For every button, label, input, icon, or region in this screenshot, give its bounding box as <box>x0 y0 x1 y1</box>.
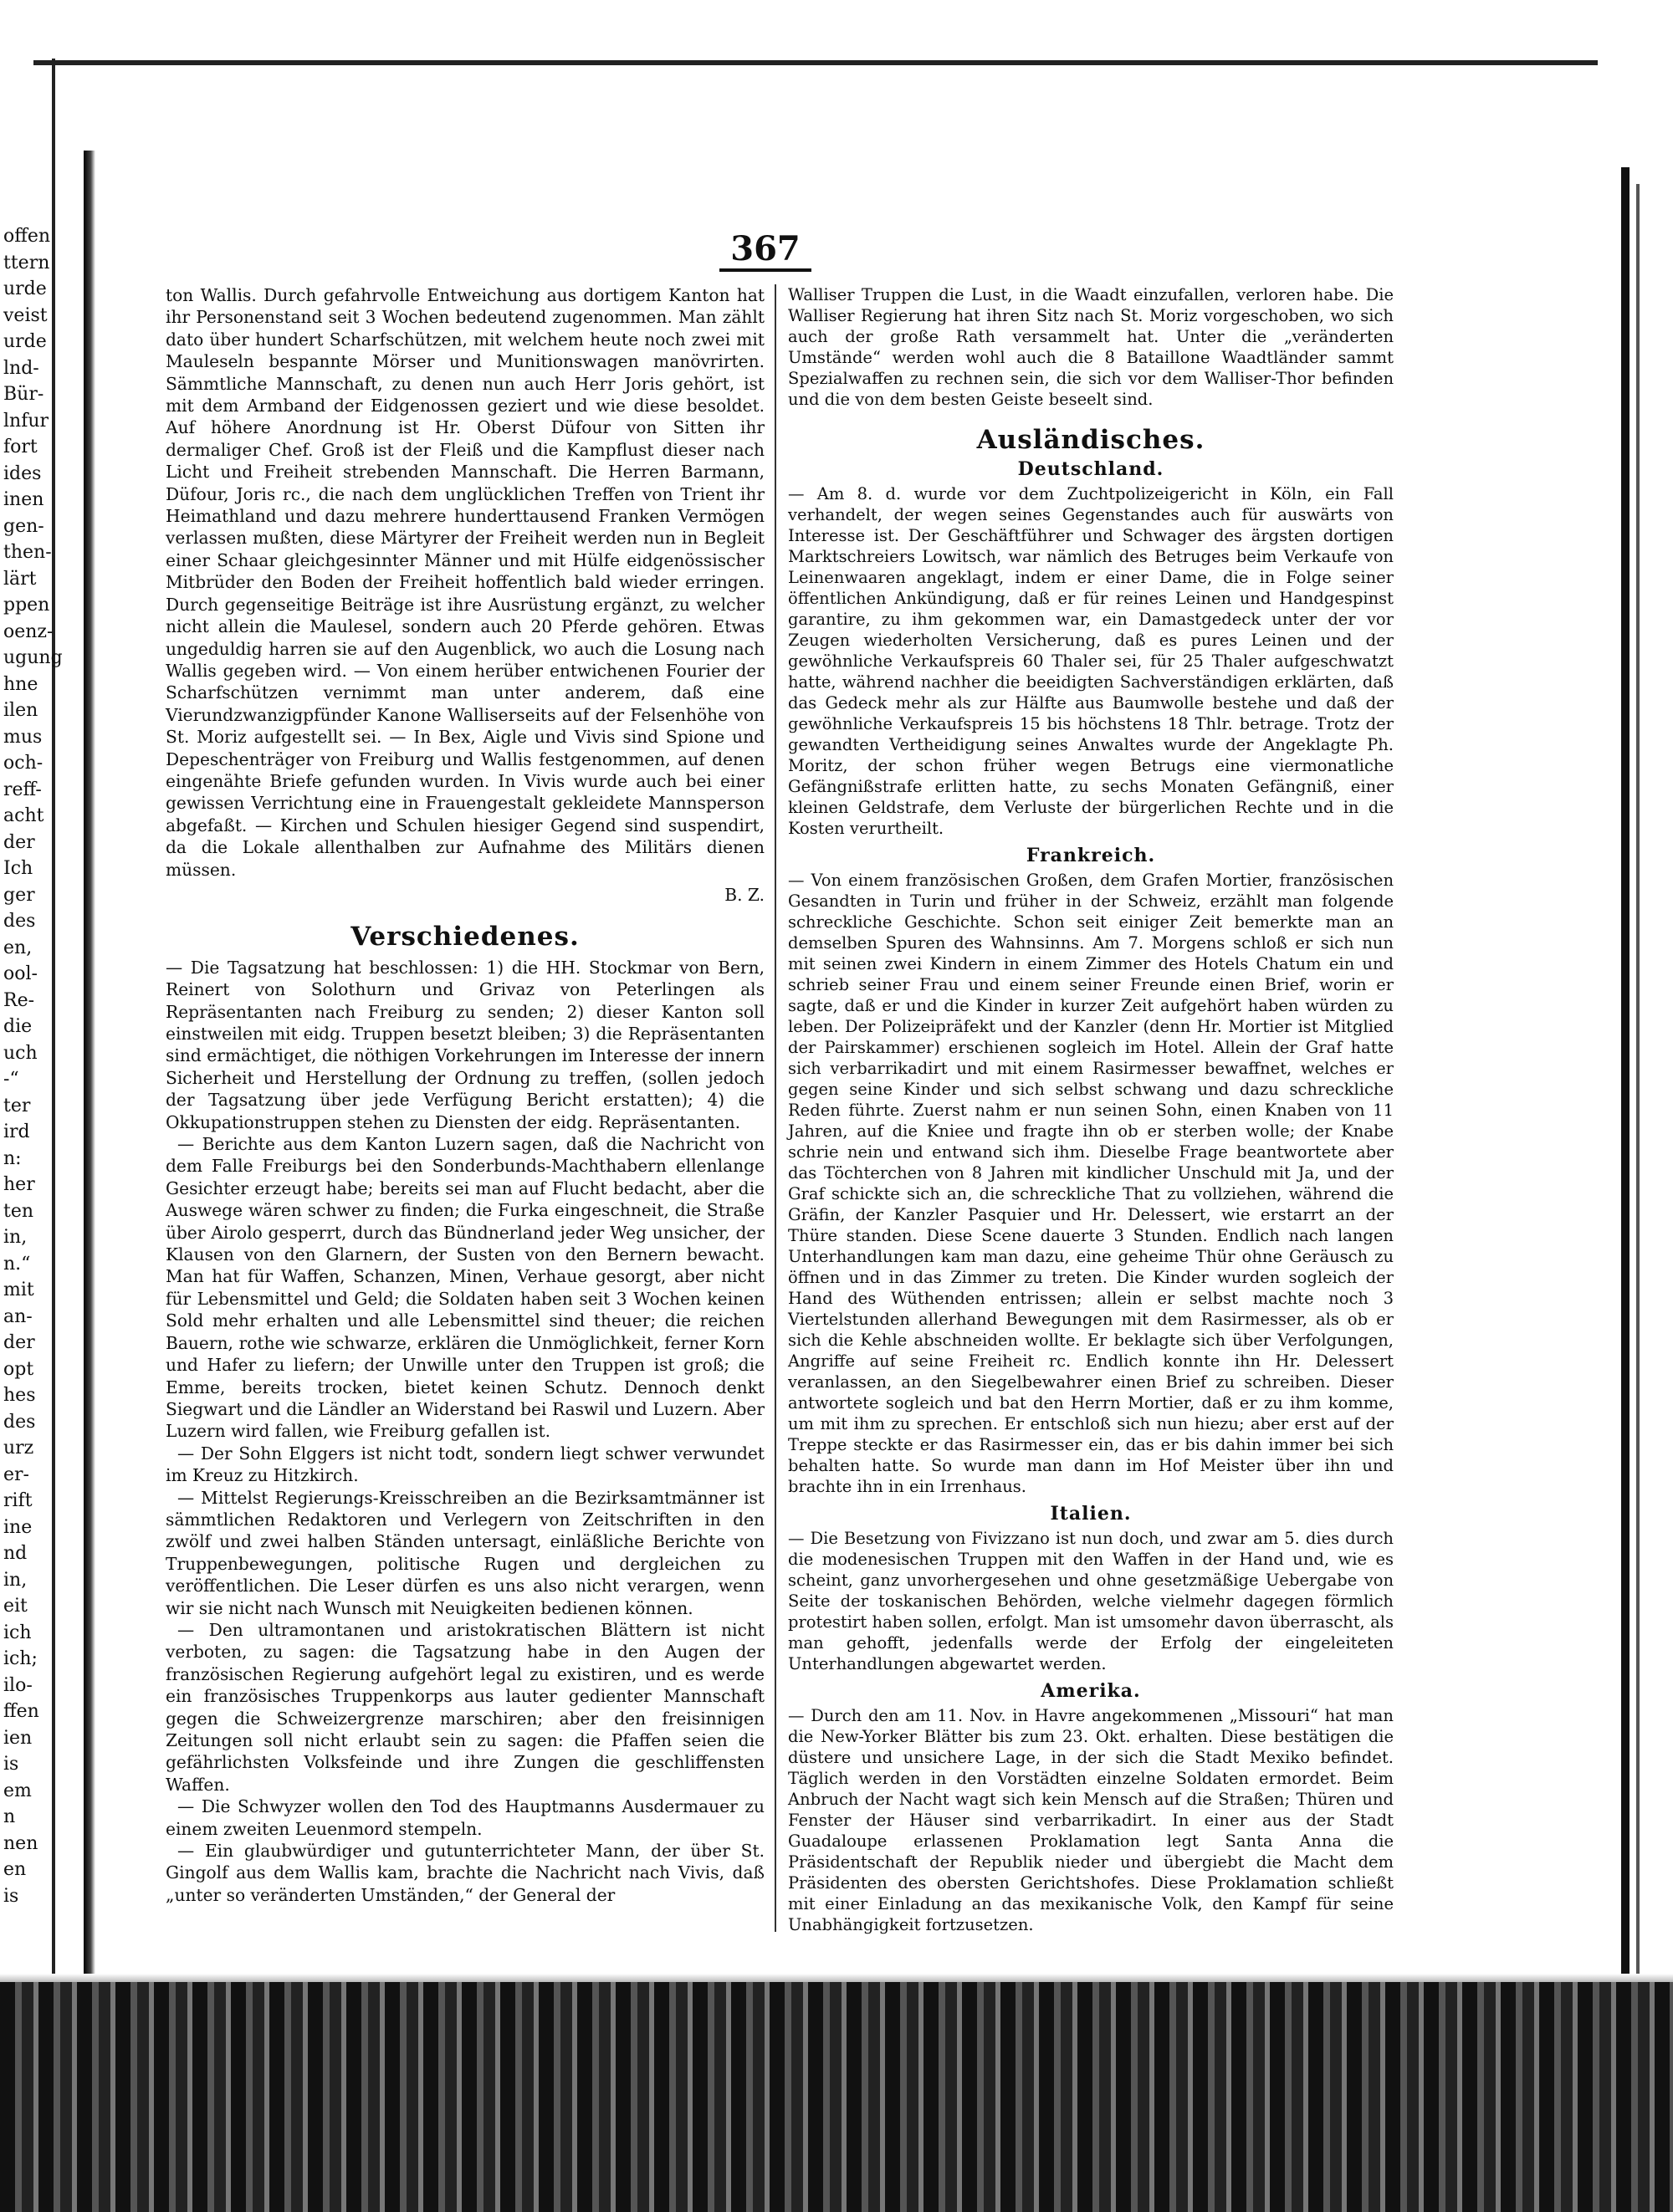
margin-fragment: inen <box>3 489 44 510</box>
news-item: — Ein glaubwürdiger und gutunterrichteter Mann, der über St. Gingolf aus dem Wallis kam, brachte die Nachricht nach Vivis, daß „unter so veränderten Umständen,“ der General der <box>166 1841 765 1905</box>
news-item: — Die Tagsatzung hat beschlossen: 1) die HH. Stockmar von Bern, Reinert von Solothurn und Grivaz von Peterlingen als Repräsentanten nach Freiburg zu senden; 2) dieser Kanton soll einstweilen mit eidg. Truppen besetzt bleiben; 3) die Repräsentanten sind ermächtiget, die nöthigen Vorkehrungen im Interesse der innern Sicherheit und Herstellung der Ordnung zu treffen, (sollen jedoch der Tagsatzung über jede Verfügung Bericht erstatten); 4) die Okkupationstruppen stehen zu Diensten der eidg. Repräsentanten. <box>166 957 765 1132</box>
margin-fragment: ool- <box>3 963 38 984</box>
margin-fragment: eit <box>3 1596 28 1617</box>
margin-fragment: en, <box>3 937 33 958</box>
margin-fragment: des <box>3 911 36 932</box>
margin-fragment: veist <box>3 304 48 326</box>
margin-fragment: lnd- <box>3 357 39 379</box>
margin-fragment: ich; <box>3 1648 38 1669</box>
right-edge-line <box>1636 184 1640 2024</box>
country-heading-amerika: Amerika. <box>1041 1680 1141 1702</box>
margin-fragment: ird <box>3 1121 30 1142</box>
margin-fragment: an- <box>3 1305 33 1327</box>
country-heading-deutschland: Deutschland. <box>1017 458 1164 480</box>
margin-fragment: in, <box>3 1569 28 1591</box>
article-signature: B. Z. <box>724 884 765 905</box>
country-heading-italien: Italien. <box>1050 1503 1132 1525</box>
margin-fragment: ich <box>3 1622 32 1643</box>
margin-fragment: her <box>3 1174 35 1195</box>
margin-fragment: uch <box>3 1042 38 1064</box>
margin-fragment: hne <box>3 673 38 695</box>
margin-fragment: Re- <box>3 989 35 1011</box>
margin-fragment: ffen <box>3 1701 39 1722</box>
margin-fragment: urz <box>3 1438 34 1458</box>
margin-fragment: ger <box>3 884 35 906</box>
margin-fragment: en <box>3 1859 27 1880</box>
margin-fragment: lärt <box>3 568 37 590</box>
margin-fragment: lnfur <box>3 410 49 432</box>
column-divider <box>775 284 776 1932</box>
news-item-continuation: Walliser Truppen die Lust, in die Waadt einzufallen, verloren habe. Die Walliser Regierung hat ihren Sitz nach St. Moriz vorgeschoben, wo sich auch der große Rath versammelt hat. Unter die „veränderten Umstände“ werden wohl auch die 8 Bataillone Waadtländer sammt Spezialwaffen zu rechnen sein, die sich vor dem Walliser-Thor befinden und die von dem besten Geiste beseelt sind. <box>788 285 1394 409</box>
margin-fragment: Bür- <box>3 384 44 405</box>
margin-fragment: die <box>3 1016 33 1037</box>
margin-fragment: ter <box>3 1095 31 1116</box>
margin-fragment: ien <box>3 1727 33 1749</box>
margin-fragment: och- <box>3 753 43 774</box>
right-column <box>788 284 1394 1935</box>
margin-fragment: urde <box>3 331 47 352</box>
right-edge-bar <box>1621 167 1630 2032</box>
margin-fragment: ttern <box>3 252 50 273</box>
margin-fragment: gen- <box>3 515 44 537</box>
margin-fragment: nd <box>3 1543 28 1564</box>
margin-fragment: ppen <box>3 595 50 616</box>
margin-fragment: mus <box>3 726 43 748</box>
margin-fragment: Ich <box>3 858 33 879</box>
news-item: — Berichte aus dem Kanton Luzern sagen, daß die Nachricht von dem Falle Freiburgs bei den Sonderbunds-Machthabern ellenlange Gesichter erzeugt habe; bereits sei man auf Flucht bedacht, aber die Auswege wären schwer zu finden; die Furka eingeschneit, die Straße über Airolo gesperrt, durch das Bündnerland jeder Weg unsicher, der Klausen von den Glarnern, der Susten von den Bernern bewacht. Man hat für Waffen, Schanzen, Minen, Verhaue gesorgt, aber nicht für Lebensmittel und Geld; die Soldaten haben seit 3 Wochen keinen Sold mehr erhalten und alle Lebensmittel sind theuer; die reichen Bauern, rothe wie schwarze, erklären die Unmöglichkeit, ferner Korn und Hafer zu liefern; der Unwille unter den Truppen ist groß; die Emme, bereits trocken, bietet keinen Schutz. Dennoch denkt Siegwart und die Ländler an Widerstand bei Raswil und Luzern. Aber Luzern wird fallen, wie Freiburg gefallen ist. <box>166 1134 765 1442</box>
margin-fragment: des <box>3 1411 36 1433</box>
news-item: — Die Schwyzer wollen den Tod des Hauptmanns Ausdermauer zu einem zweiten Leuenmord stempeln. <box>166 1796 765 1839</box>
news-item: — Den ultramontanen und aristokratischen Blättern ist nicht verboten, zu sagen: die Tagsatzung habe in den Augen der französischen Regierung aufgehört legal zu existiren, und es werde ein französisches Truppenkorps aus lauter gedienter Mannschaft gegen die Schweizergrenze marschiren; aber den freisinnigen Zeitungen soll nicht erlaubt sein zu sagen: die Pfaffen seien die gefährlichsten Volksfeinde und ihre Zungen die geschliffensten Waffen. <box>166 1619 765 1795</box>
margin-fragment: oenz- <box>3 621 54 642</box>
news-item: — Die Besetzung von Fivizzano ist nun doch, und zwar am 5. dies durch die modenesischen Truppen mit den Waffen in der Hand und, wie es scheint, ganz unvorhergesehen und ohne gesetzmäßige Uebergabe von Seite der toskanischen Behörden, welche vielmehr dagegen förmlich protestirt haben sollen, erfolgt. Man ist umsomehr davon überrascht, als man gehofft, jedenfalls werde der Erfolg der eingeleiteten Unterhandlungen abgewartet werden. <box>788 1529 1394 1673</box>
left-column <box>166 284 765 1906</box>
margin-fragment: fort <box>3 437 38 457</box>
heading-auslaendisches: Ausländisches. <box>976 425 1205 455</box>
margin-fragment: then- <box>3 542 52 563</box>
margin-fragment: n <box>3 1806 16 1827</box>
margin-fragment: em <box>3 1780 32 1801</box>
news-item: — Mittelst Regierungs-Kreisschreiben an die Bezirksamtmänner ist sämmtlichen Redaktoren und Verlegern von Zeitschriften in den zwölf und zwei halben Ständen untersagt, einläßliche Berichte von Truppenbewegungen, politische Rugen und dergleichen zu veröffentlichen. Die Leser dürfen es uns also nicht verargen, wenn wir sie nicht nach Wunsch mit Neuigkeiten bedienen können. <box>166 1487 765 1618</box>
margin-fragment: rift <box>3 1490 33 1511</box>
margin-fragment: ten <box>3 1200 34 1222</box>
news-item: — Der Sohn Elggers ist nicht todt, sondern liegt schwer verwundet im Kreuz zu Hitzkirch. <box>166 1443 765 1486</box>
margin-fragment: ilo- <box>3 1674 33 1696</box>
page-binding-shadow <box>84 151 95 1974</box>
margin-fragment: offen <box>3 226 51 247</box>
margin-fragment: is <box>3 1885 19 1907</box>
margin-fragment: hes <box>3 1385 36 1406</box>
left-margin-strip <box>0 59 63 1982</box>
margin-fragment: in, <box>3 1227 28 1248</box>
margin-fragment: acht <box>3 805 44 826</box>
article-wallis-continuation: ton Wallis. Durch gefahrvolle Entweichung aus dortigem Kanton hat ihr Personenstand seit 3 Wochen bedeutend zugenommen. Man zählt dato über hundert Scharfschützen, mit welchem heute noch zwei mit Mauleseln bespannte Mörser und Munitionswagen manövrirten. Sämmtliche Mannschaft, zu denen nun auch Herr Joris gehört, ist mit dem Armband der Eidgenossen geziert und wie diese besoldet. Auf höhere Anordnung ist Hr. Oberst Düfour von Sitten ihr dermaliger Chef. Groß ist der Fleiß und die Kampflust dieser nach Licht und Freiheit strebenden Mannschaft. Die Herren Barmann, Düfour, Joris rc., die nach dem unglücklichen Treffen von Trient ihr Heimathland und dazu mehrere hunderttausend Franken Vermögen verlassen mußten, diese Märtyrer der Freiheit werden nun in Begleit einer Schaar gleichgesinnter Männer und mit Hülfe eidgenössischer Mitbrüder den Boden der Freiheit hoffentlich bald wieder erringen. Durch gegenseitige Beiträge ist ihre Ausrüstung ergänzt, zu welcher nicht allein die Maulesel, sondern auch 20 Pferde gehören. Etwas ungeduldig harren sie auf den Augenblick, wo auch die Losung nach Wallis gegeben wird. — Von einem herüber entwichenen Fourier der Scharfschützen vernimmt man unter anderem, daß eine Vierundzwanzigpfünder Kanone Walliserseits auf der Felsenhöhe von St. Moriz aufgestellt sei. — In Bex, Aigle und Vivis sind Spione und Depeschenträger von Freiburg und Wallis festgenommen, auf denen eingenähte Briefe gefunden wurden. In Vivis wurde auch bei einer gewissen Verrichtung eine in Frauengestalt gekleidete Mannsperson abgefaßt. — Kirchen und Schulen hiesiger Gegend sind suspendirt, da die Lokale allenthalben zur Aufnahme des Militärs dienen müssen. <box>166 285 765 880</box>
margin-fragment: mit <box>3 1280 34 1300</box>
country-heading-frankreich: Frankreich. <box>1026 845 1156 866</box>
margin-fragment: der <box>3 1332 35 1353</box>
margin-fragment: der <box>3 831 35 853</box>
news-item: — Durch den am 11. Nov. in Havre angekommenen „Missouri“ hat man die New-Yorker Blätter bis zum 23. Okt. erhalten. Diese bestätigen die düstere und unsichere Lage, in der sich die Stadt Mexiko befindet. Täglich werden in den Vorstädten einzelne Soldaten ermordet. Beim Anbruch der Nacht wagt sich kein Mensch auf die Straßen; Thüren und Fenster der Häuser sind verbarrikadirt. In einer aus der Stadt Guadaloupe erlassenen Proklamation legt Santa Anna die Präsidentschaft der Republik nieder und übergiebt die Macht dem Präsidenten des obersten Gerichtshofes. Diese Proklamation schließt mit einer Einladung an das mexikanische Volk, den Kampf für seine Unabhängigkeit fortzusetzen. <box>788 1706 1394 1934</box>
heading-verschiedenes: Verschiedenes. <box>350 922 580 953</box>
margin-fragment: ugung <box>3 647 63 668</box>
page-number: 367 <box>719 230 811 272</box>
margin-fragment: nen <box>3 1832 38 1854</box>
top-border <box>33 60 1598 65</box>
scanner-bottom-edge <box>0 1982 1673 2212</box>
margin-fragment: ilen <box>3 700 38 721</box>
margin-fragment: -“ <box>3 1069 19 1090</box>
margin-fragment: reff- <box>3 779 42 800</box>
margin-fragment: urde <box>3 278 47 299</box>
margin-fragment: n.“ <box>3 1253 31 1275</box>
margin-fragment: n: <box>3 1147 22 1169</box>
margin-fragment: ides <box>3 462 42 484</box>
margin-fragment: er- <box>3 1464 29 1485</box>
margin-fragment: ine <box>3 1516 33 1538</box>
margin-fragment: is <box>3 1754 19 1775</box>
news-item: — Am 8. d. wurde vor dem Zuchtpolizeigericht in Köln, ein Fall verhandelt, der wegen seines Gegenstandes auch für auswärts von Interesse ist. Der Geschäftführer und Schwager des ärgsten dortigen Marktschreiers Lowitsch, war nämlich des Betruges beim Verkaufe von Leinenwaaren angeklagt, indem er einer Dame, die in Folge seiner öffentlichen Ankündigung, daß er für reines Leinen und Handgespinst garantire, zu ihm gekommen war, ein Damastgedeck unter der vor Zeugen wiederholten Versicherung, daß es pures Leinen und der gewöhnliche Verkaufspreis 60 Thaler sei, für 25 Thaler aufgeschwatzt hatte, während nachher die beeidigten Sachverständigen erklärten, daß das Gedeck mehr als zur Hälfte aus Baumwolle bestehe und daß der gewöhnliche Verkaufspreis 15 bis höchstens 18 Thlr. betrage. Trotz der gewandten Vertheidigung seines Anwaltes wurde der Angeklagte Ph. Moritz, der schon früher wegen Betrugs eine viermonatliche Gefängnißstrafe erlitten hatte, zu sechs Monaten Gefängniß, einer kleinen Geldstrafe, dem Verluste der bürgerlichen Rechte und in die Kosten verurtheilt. <box>788 484 1394 838</box>
right-page-edge <box>1598 0 1673 2212</box>
news-item: — Von einem französischen Großen, dem Grafen Mortier, französischen Gesandten in Turin und früher in der Schweiz, erzählt man folgende schreckliche Geschichte. Schon seit einiger Zeit bemerkte man an demselben Spuren des Wahnsinns. Am 7. Morgens schloß er sich nun mit seinen zwei Kindern in einem Zimmer des Hotels Chatum ein und schrieb seiner Frau und einem seiner Freunde einen Brief, worin er sagte, daß er und die Kinder in kurzer Zeit aufgehört haben würden zu leben. Der Polizeipräfekt und der Kanzler (denn Hr. Mortier ist Mitglied der Pairskammer) erschienen sogleich im Hotel. Allein der Graf hatte sich verbarrikadirt und mit einem Rasirmesser bewaffnet, welches er gegen seine Kinder und sich selbst schwang und dazu schreckliche Reden führte. Zuerst nahm er nun seinen Sohn, einen Knaben von 11 Jahren, auf die Kniee und fragte ihn ob er sterben wolle; der Knabe schrie nein und entwand sich ihm. Dieselbe Frage beantwortete aber das Töchterchen von 8 Jahren mit kindlicher Unschuld mit Ja, und der Graf schickte sich an, die schreckliche That zu vollziehen, während die Gräfin, der Kanzler Pasquier und Hr. Delessert, wie erstarrt an der Thüre standen. Diese Scene dauerte 3 Stunden. Endlich nach langen Unterhandlungen kam man dazu, eine geheime Thür ohne Geräusch zu öffnen und in das Zimmer zu treten. Die Kinder wurden sogleich der Hand des Wüthenden entrissen; allein er selbst machte noch 3 Viertelstunden allerhand Bewegungen mit dem Rasirmesser, als ob er sich die Kehle abschneiden wollte. Er beklagte sich über Verfolgungen, Angriffe auf seine Freiheit rc. Endlich konnte ihn Hr. Delessert veranlassen, an den Siegelbewahrer einen Brief zu schreiben. Dieser antwortete sogleich und bat den Herrn Mortier, daß er zu ihm komme, um mit ihm zu sprechen. Er entschloß sich nun hiezu; aber erst auf der Treppe steckte er das Rasirmesser ein, das er bis dahin immer bei sich behalten hatte. So wurde man dann im Hof Meister über ihn und brachte ihn in ein Irrenhaus. <box>788 871 1394 1496</box>
margin-fragment: opt <box>3 1358 34 1380</box>
